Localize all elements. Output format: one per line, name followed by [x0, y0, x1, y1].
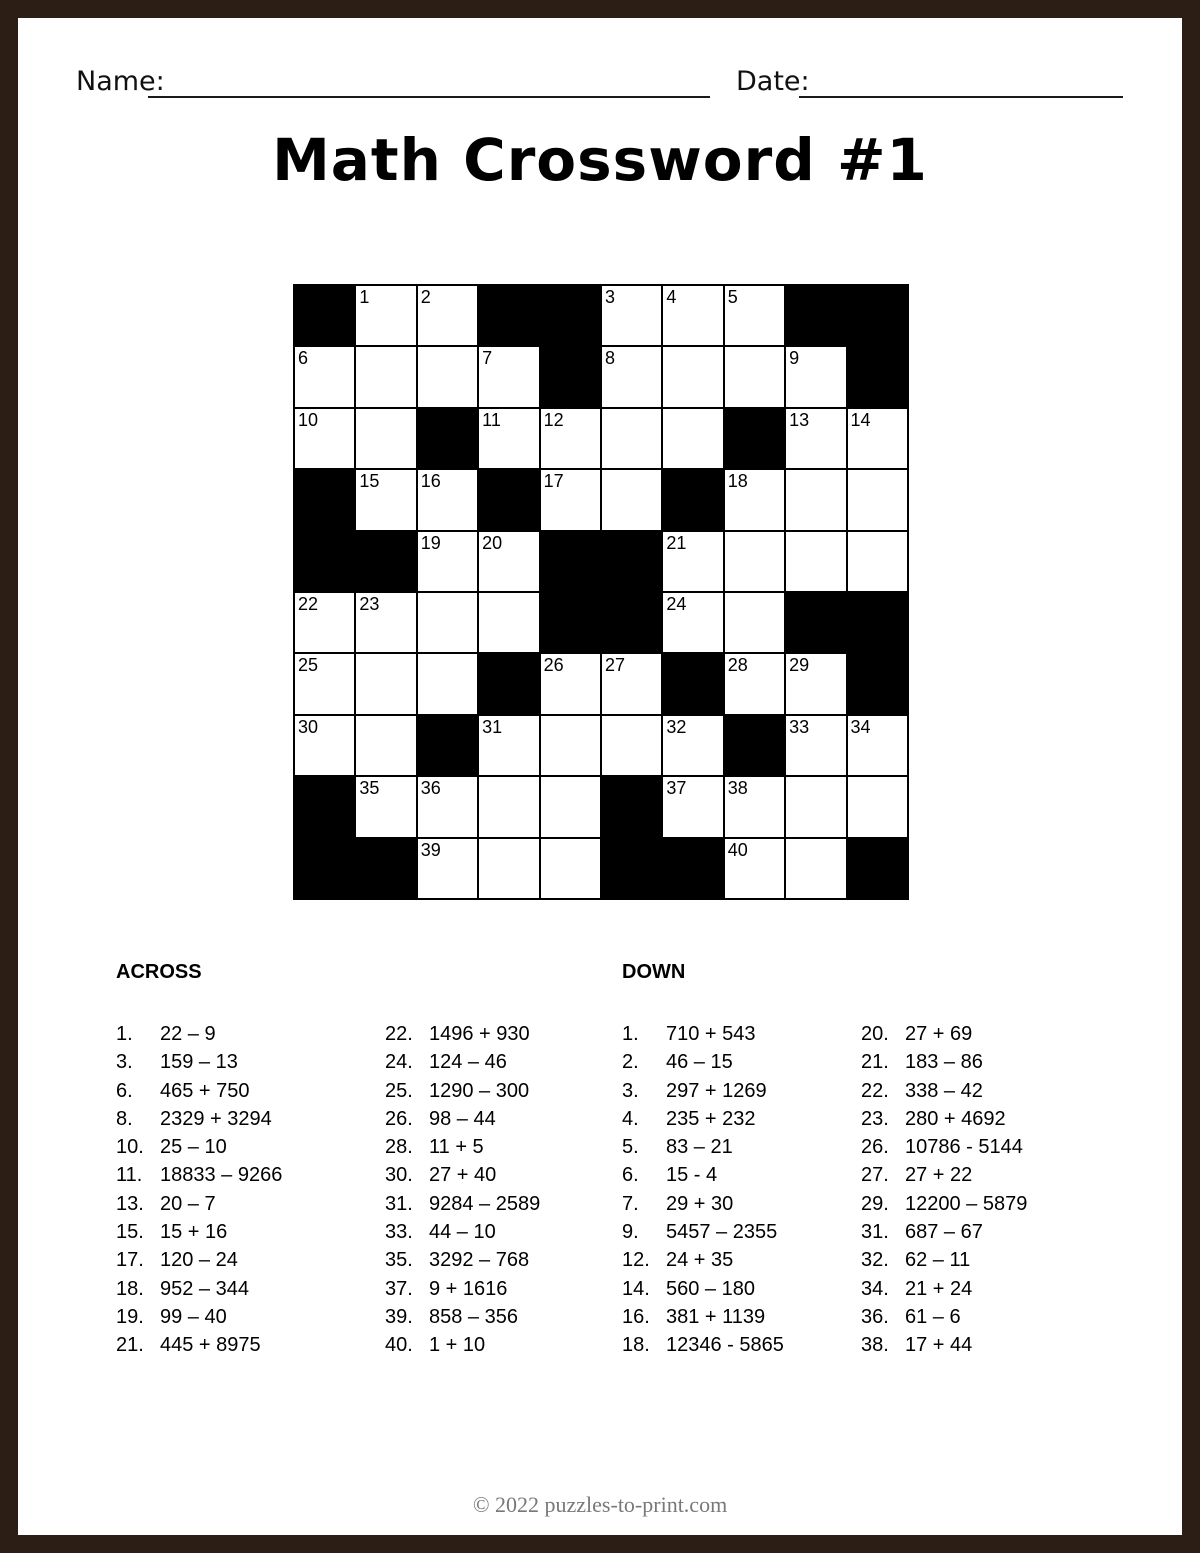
answer-cell[interactable] — [478, 346, 539, 407]
black-cell — [601, 838, 662, 899]
answer-cell[interactable] — [540, 469, 601, 530]
answer-cell[interactable] — [662, 346, 723, 407]
answer-cell[interactable] — [785, 469, 846, 530]
answer-cell[interactable] — [662, 715, 723, 776]
black-cell — [294, 285, 355, 346]
down-heading: DOWN — [622, 961, 686, 983]
clue-text: 3292 – 768 — [429, 1249, 530, 1272]
answer-cell[interactable] — [294, 346, 355, 407]
answer-cell[interactable] — [540, 653, 601, 714]
clue-item — [116, 1218, 282, 1246]
black-cell — [294, 469, 355, 530]
answer-cell[interactable] — [601, 285, 662, 346]
clue-text: 687 – 67 — [905, 1221, 983, 1244]
clue-text: 12200 – 5879 — [905, 1192, 1028, 1215]
answer-cell[interactable] — [294, 408, 355, 469]
clue-item — [385, 1303, 540, 1331]
clue-item — [622, 1020, 784, 1048]
clue-text: 99 – 40 — [160, 1305, 227, 1328]
clue-item — [622, 1331, 784, 1359]
clue-text: 297 + 1269 — [666, 1079, 767, 1102]
clue-item — [622, 1077, 784, 1105]
clue-text: 22 – 9 — [160, 1023, 216, 1045]
clue-number: 12. — [622, 1249, 650, 1272]
answer-cell[interactable] — [417, 653, 478, 714]
cell-number: 19 — [420, 532, 441, 553]
clue-text: 183 – 86 — [905, 1051, 983, 1074]
black-cell — [294, 838, 355, 899]
cell-number: 6 — [298, 348, 309, 369]
clue-number: 27. — [861, 1164, 889, 1187]
answer-cell[interactable] — [417, 469, 478, 530]
answer-cell[interactable] — [601, 408, 662, 469]
black-cell — [478, 285, 539, 346]
clue-item — [622, 1303, 784, 1331]
clue-text: 62 – 11 — [905, 1249, 971, 1272]
clue-text: 12346 - 5865 — [666, 1334, 784, 1357]
answer-cell[interactable] — [785, 408, 846, 469]
clue-text: 5457 – 2355 — [666, 1221, 778, 1244]
answer-cell[interactable] — [724, 531, 785, 592]
clue-item — [385, 1048, 540, 1076]
clue-number: 26. — [861, 1136, 889, 1159]
black-cell — [540, 285, 601, 346]
across-clues-column-2 — [385, 1020, 540, 1360]
page-title: Math Crossword #1 — [272, 126, 928, 194]
clue-text: 1290 – 300 — [429, 1079, 530, 1102]
cell-number: 7 — [482, 348, 493, 369]
black-cell — [724, 408, 785, 469]
clue-item — [861, 1105, 1027, 1133]
clue-item — [116, 1020, 282, 1048]
cell-number: 35 — [359, 778, 380, 799]
clue-item — [116, 1133, 282, 1161]
cell-number: 8 — [604, 348, 615, 369]
clue-item — [385, 1105, 540, 1133]
clue-text: 560 – 180 — [666, 1277, 755, 1300]
clue-text: 381 + 1139 — [666, 1305, 766, 1328]
answer-cell[interactable] — [785, 346, 846, 407]
clue-text: 9284 – 2589 — [429, 1192, 541, 1215]
answer-cell[interactable] — [724, 346, 785, 407]
clue-text: 61 – 6 — [905, 1305, 961, 1328]
clue-item — [116, 1190, 282, 1218]
clue-number: 11. — [116, 1164, 143, 1187]
clue-number: 14. — [622, 1277, 650, 1300]
clue-number: 6. — [622, 1164, 639, 1187]
black-cell — [847, 592, 908, 653]
answer-cell[interactable] — [478, 531, 539, 592]
clue-item — [385, 1190, 540, 1218]
clue-text: 124 – 46 — [429, 1051, 507, 1074]
answer-cell[interactable] — [417, 531, 478, 592]
answer-cell[interactable] — [785, 715, 846, 776]
cell-number: 26 — [543, 655, 564, 676]
answer-cell[interactable] — [417, 346, 478, 407]
clue-text: 858 – 356 — [429, 1305, 518, 1328]
answer-cell[interactable] — [724, 653, 785, 714]
clue-number: 15. — [116, 1221, 144, 1244]
clue-item — [116, 1246, 282, 1274]
cell-number: 39 — [420, 839, 441, 860]
clue-number: 21. — [116, 1334, 144, 1357]
answer-cell[interactable] — [478, 838, 539, 899]
cell-number: 15 — [359, 471, 380, 492]
cell-number: 38 — [727, 778, 748, 799]
cell-number: 40 — [727, 839, 748, 860]
black-cell — [355, 531, 416, 592]
answer-cell[interactable] — [785, 653, 846, 714]
cell-number: 29 — [789, 655, 810, 676]
answer-cell[interactable] — [417, 838, 478, 899]
answer-cell[interactable] — [847, 469, 908, 530]
cell-number: 32 — [666, 716, 687, 737]
name-label: Name: — [76, 66, 165, 97]
black-cell — [355, 838, 416, 899]
clue-number: 2. — [622, 1051, 639, 1074]
clue-item — [861, 1077, 1027, 1105]
clue-text: 235 + 232 — [666, 1107, 756, 1130]
clue-number: 4. — [622, 1107, 639, 1130]
cell-number: 3 — [604, 287, 615, 307]
answer-cell[interactable] — [662, 531, 723, 592]
clue-number: 34. — [861, 1277, 889, 1300]
clue-item — [385, 1161, 540, 1189]
black-cell — [662, 653, 723, 714]
clue-item — [861, 1275, 1027, 1303]
clue-text: 338 – 42 — [905, 1079, 983, 1102]
clue-item — [861, 1048, 1027, 1076]
answer-cell[interactable] — [785, 838, 846, 899]
cell-number: 22 — [298, 593, 319, 614]
clue-item — [622, 1161, 784, 1189]
clue-item — [861, 1133, 1027, 1161]
black-cell — [662, 469, 723, 530]
black-cell — [294, 531, 355, 592]
clue-item — [385, 1020, 540, 1048]
clue-item — [116, 1331, 282, 1359]
clue-item — [116, 1077, 282, 1105]
clue-item — [385, 1331, 540, 1359]
clue-text: 9 + 1616 — [429, 1277, 508, 1300]
clue-text: 1496 + 930 — [429, 1023, 530, 1045]
answer-cell[interactable] — [540, 408, 601, 469]
down-clues-column-1 — [622, 1020, 784, 1360]
black-cell — [847, 653, 908, 714]
clue-text: 465 + 750 — [160, 1079, 250, 1102]
answer-cell[interactable] — [724, 592, 785, 653]
cell-number: 2 — [420, 287, 431, 307]
clue-item — [861, 1020, 1027, 1048]
clue-item — [622, 1048, 784, 1076]
cell-number: 5 — [727, 287, 738, 307]
clue-text: 18833 – 9266 — [160, 1164, 283, 1187]
clue-number: 17. — [116, 1249, 144, 1272]
answer-cell[interactable] — [601, 715, 662, 776]
clue-text: 120 – 24 — [160, 1249, 238, 1272]
clue-number: 1. — [622, 1023, 639, 1045]
answer-cell[interactable] — [847, 715, 908, 776]
cell-number: 31 — [482, 716, 503, 737]
cell-number: 10 — [298, 409, 319, 430]
clue-item — [861, 1303, 1027, 1331]
cell-number: 27 — [604, 655, 625, 676]
clue-item — [622, 1246, 784, 1274]
clue-item — [622, 1190, 784, 1218]
clue-number: 3. — [116, 1051, 133, 1074]
clue-text: 83 – 21 — [666, 1136, 733, 1159]
black-cell — [417, 715, 478, 776]
black-cell — [601, 776, 662, 837]
answer-cell[interactable] — [294, 715, 355, 776]
answer-cell[interactable] — [417, 776, 478, 837]
answer-cell[interactable] — [355, 408, 416, 469]
answer-cell[interactable] — [294, 592, 355, 653]
answer-cell[interactable] — [417, 285, 478, 346]
black-cell — [478, 653, 539, 714]
black-cell — [847, 346, 908, 407]
answer-cell[interactable] — [662, 285, 723, 346]
clue-item — [622, 1218, 784, 1246]
clue-text: 11 + 5 — [429, 1136, 484, 1159]
answer-cell[interactable] — [601, 653, 662, 714]
clue-text: 2329 + 3294 — [160, 1107, 272, 1130]
answer-cell[interactable] — [478, 408, 539, 469]
clue-item — [861, 1161, 1027, 1189]
answer-cell[interactable] — [417, 592, 478, 653]
clue-number: 8. — [116, 1107, 133, 1130]
cell-number: 30 — [298, 716, 319, 737]
date-label: Date: — [736, 66, 810, 97]
clue-number: 40. — [385, 1334, 413, 1357]
clue-number: 23. — [861, 1107, 889, 1130]
cell-number: 23 — [359, 593, 380, 614]
clue-item — [385, 1218, 540, 1246]
black-cell — [847, 285, 908, 346]
black-cell — [540, 531, 601, 592]
cell-number: 1 — [359, 287, 370, 307]
clue-text: 1 + 10 — [429, 1334, 486, 1357]
black-cell — [662, 838, 723, 899]
clue-item — [385, 1133, 540, 1161]
answer-cell[interactable] — [540, 776, 601, 837]
black-cell — [724, 715, 785, 776]
clue-item — [385, 1275, 540, 1303]
down-clues-column-2 — [861, 1020, 1027, 1360]
clue-number: 22. — [385, 1023, 413, 1045]
cell-number: 14 — [850, 409, 871, 430]
crossword-grid — [293, 284, 909, 900]
cell-number: 17 — [543, 471, 564, 492]
clue-text: 10786 - 5144 — [905, 1136, 1023, 1159]
cell-number: 20 — [482, 532, 503, 553]
clue-text: 27 + 40 — [429, 1164, 497, 1187]
across-heading: ACROSS — [116, 961, 202, 983]
clue-item — [116, 1161, 282, 1189]
black-cell — [294, 776, 355, 837]
clue-number: 19. — [116, 1305, 144, 1328]
clue-number: 1. — [116, 1023, 133, 1045]
answer-cell[interactable] — [785, 531, 846, 592]
clue-number: 9. — [622, 1221, 639, 1244]
clue-number: 39. — [385, 1305, 413, 1328]
answer-cell[interactable] — [355, 285, 416, 346]
black-cell — [417, 408, 478, 469]
answer-cell[interactable] — [724, 776, 785, 837]
clue-text: 27 + 69 — [905, 1023, 973, 1045]
answer-cell[interactable] — [662, 408, 723, 469]
clue-text: 27 + 22 — [905, 1164, 973, 1187]
clue-item — [861, 1190, 1027, 1218]
answer-cell[interactable] — [662, 592, 723, 653]
answer-cell[interactable] — [724, 838, 785, 899]
clue-number: 29. — [861, 1192, 889, 1215]
clue-text: 17 + 44 — [905, 1334, 973, 1357]
copyright-footer: © 2022 puzzles-to-print.com — [472, 1492, 728, 1517]
answer-cell[interactable] — [724, 285, 785, 346]
answer-cell[interactable] — [662, 776, 723, 837]
clue-text: 952 – 344 — [160, 1277, 249, 1300]
clue-item — [116, 1105, 282, 1133]
black-cell — [540, 346, 601, 407]
clue-text: 15 + 16 — [160, 1221, 228, 1244]
cell-number: 13 — [789, 409, 810, 430]
cell-number: 11 — [482, 409, 501, 430]
cell-number: 33 — [789, 716, 810, 737]
across-clues-column-1 — [116, 1020, 282, 1360]
answer-cell[interactable] — [355, 776, 416, 837]
cell-number: 12 — [543, 409, 564, 430]
cell-number: 18 — [727, 471, 748, 492]
date-input-line[interactable] — [799, 96, 1123, 98]
clue-text: 20 – 7 — [160, 1192, 216, 1215]
clue-number: 38. — [861, 1334, 889, 1357]
clue-number: 25. — [385, 1079, 413, 1102]
answer-cell[interactable] — [478, 776, 539, 837]
clue-item — [116, 1303, 282, 1331]
clue-number: 33. — [385, 1221, 413, 1244]
clue-number: 7. — [622, 1192, 639, 1215]
answer-cell[interactable] — [355, 715, 416, 776]
cell-number: 21 — [666, 532, 687, 553]
clue-number: 37. — [385, 1277, 413, 1300]
black-cell — [601, 531, 662, 592]
clue-number: 32. — [861, 1249, 889, 1272]
cell-number: 4 — [666, 287, 677, 307]
clue-text: 44 – 10 — [429, 1221, 496, 1244]
cell-number: 24 — [666, 593, 687, 614]
clue-item — [116, 1048, 282, 1076]
clue-number: 24. — [385, 1051, 413, 1074]
clue-number: 21. — [861, 1051, 889, 1074]
clue-number: 20. — [861, 1023, 889, 1045]
clue-item — [622, 1133, 784, 1161]
black-cell — [478, 469, 539, 530]
black-cell — [847, 838, 908, 899]
clue-number: 36. — [861, 1305, 889, 1328]
answer-cell[interactable] — [847, 408, 908, 469]
black-cell — [601, 592, 662, 653]
cell-number: 16 — [420, 471, 441, 492]
clue-text: 24 + 35 — [666, 1249, 734, 1272]
clue-number: 22. — [861, 1079, 889, 1102]
cell-number: 25 — [298, 655, 319, 676]
answer-cell[interactable] — [355, 592, 416, 653]
clue-number: 26. — [385, 1107, 413, 1130]
answer-cell[interactable] — [355, 469, 416, 530]
clue-number: 28. — [385, 1136, 413, 1159]
name-input-line[interactable] — [148, 96, 710, 98]
clue-number: 3. — [622, 1079, 639, 1102]
clue-text: 29 + 30 — [666, 1192, 734, 1215]
answer-cell[interactable] — [540, 715, 601, 776]
clue-number: 6. — [116, 1079, 133, 1102]
clue-item — [622, 1105, 784, 1133]
clue-text: 280 + 4692 — [905, 1107, 1006, 1130]
answer-cell[interactable] — [540, 838, 601, 899]
clue-text: 98 – 44 — [429, 1107, 496, 1130]
clue-item — [861, 1331, 1027, 1359]
black-cell — [785, 285, 846, 346]
clue-text: 159 – 13 — [160, 1051, 238, 1074]
clue-text: 21 + 24 — [905, 1277, 973, 1300]
answer-cell[interactable] — [355, 653, 416, 714]
black-cell — [785, 592, 846, 653]
clue-item — [385, 1246, 540, 1274]
answer-cell[interactable] — [294, 653, 355, 714]
answer-cell[interactable] — [601, 469, 662, 530]
cell-number: 9 — [789, 348, 800, 369]
clue-text: 46 – 15 — [666, 1051, 733, 1074]
clue-text: 445 + 8975 — [160, 1334, 261, 1357]
answer-cell[interactable] — [724, 469, 785, 530]
clue-text: 15 - 4 — [666, 1164, 718, 1187]
answer-cell[interactable] — [478, 592, 539, 653]
clue-item — [385, 1077, 540, 1105]
black-cell — [540, 592, 601, 653]
clue-number: 5. — [622, 1136, 639, 1159]
cell-number: 34 — [850, 716, 871, 737]
clue-number: 31. — [861, 1221, 889, 1244]
clue-number: 10. — [116, 1136, 144, 1159]
clue-item — [116, 1275, 282, 1303]
clue-number: 16. — [622, 1305, 650, 1328]
answer-cell[interactable] — [601, 346, 662, 407]
clue-number: 35. — [385, 1249, 413, 1272]
cell-number: 37 — [666, 778, 687, 799]
clue-item — [861, 1218, 1027, 1246]
clue-number: 18. — [622, 1334, 650, 1357]
clue-number: 31. — [385, 1192, 413, 1215]
answer-cell[interactable] — [355, 346, 416, 407]
clue-item — [622, 1275, 784, 1303]
clue-text: 710 + 543 — [666, 1023, 756, 1045]
answer-cell[interactable] — [478, 715, 539, 776]
cell-number: 36 — [420, 778, 441, 799]
clue-number: 13. — [116, 1192, 144, 1215]
clue-number: 30. — [385, 1164, 413, 1187]
answer-cell[interactable] — [847, 776, 908, 837]
answer-cell[interactable] — [785, 776, 846, 837]
cell-number: 28 — [727, 655, 748, 676]
clue-item — [861, 1246, 1027, 1274]
clue-text: 25 – 10 — [160, 1136, 227, 1159]
answer-cell[interactable] — [847, 531, 908, 592]
clue-number: 18. — [116, 1277, 144, 1300]
